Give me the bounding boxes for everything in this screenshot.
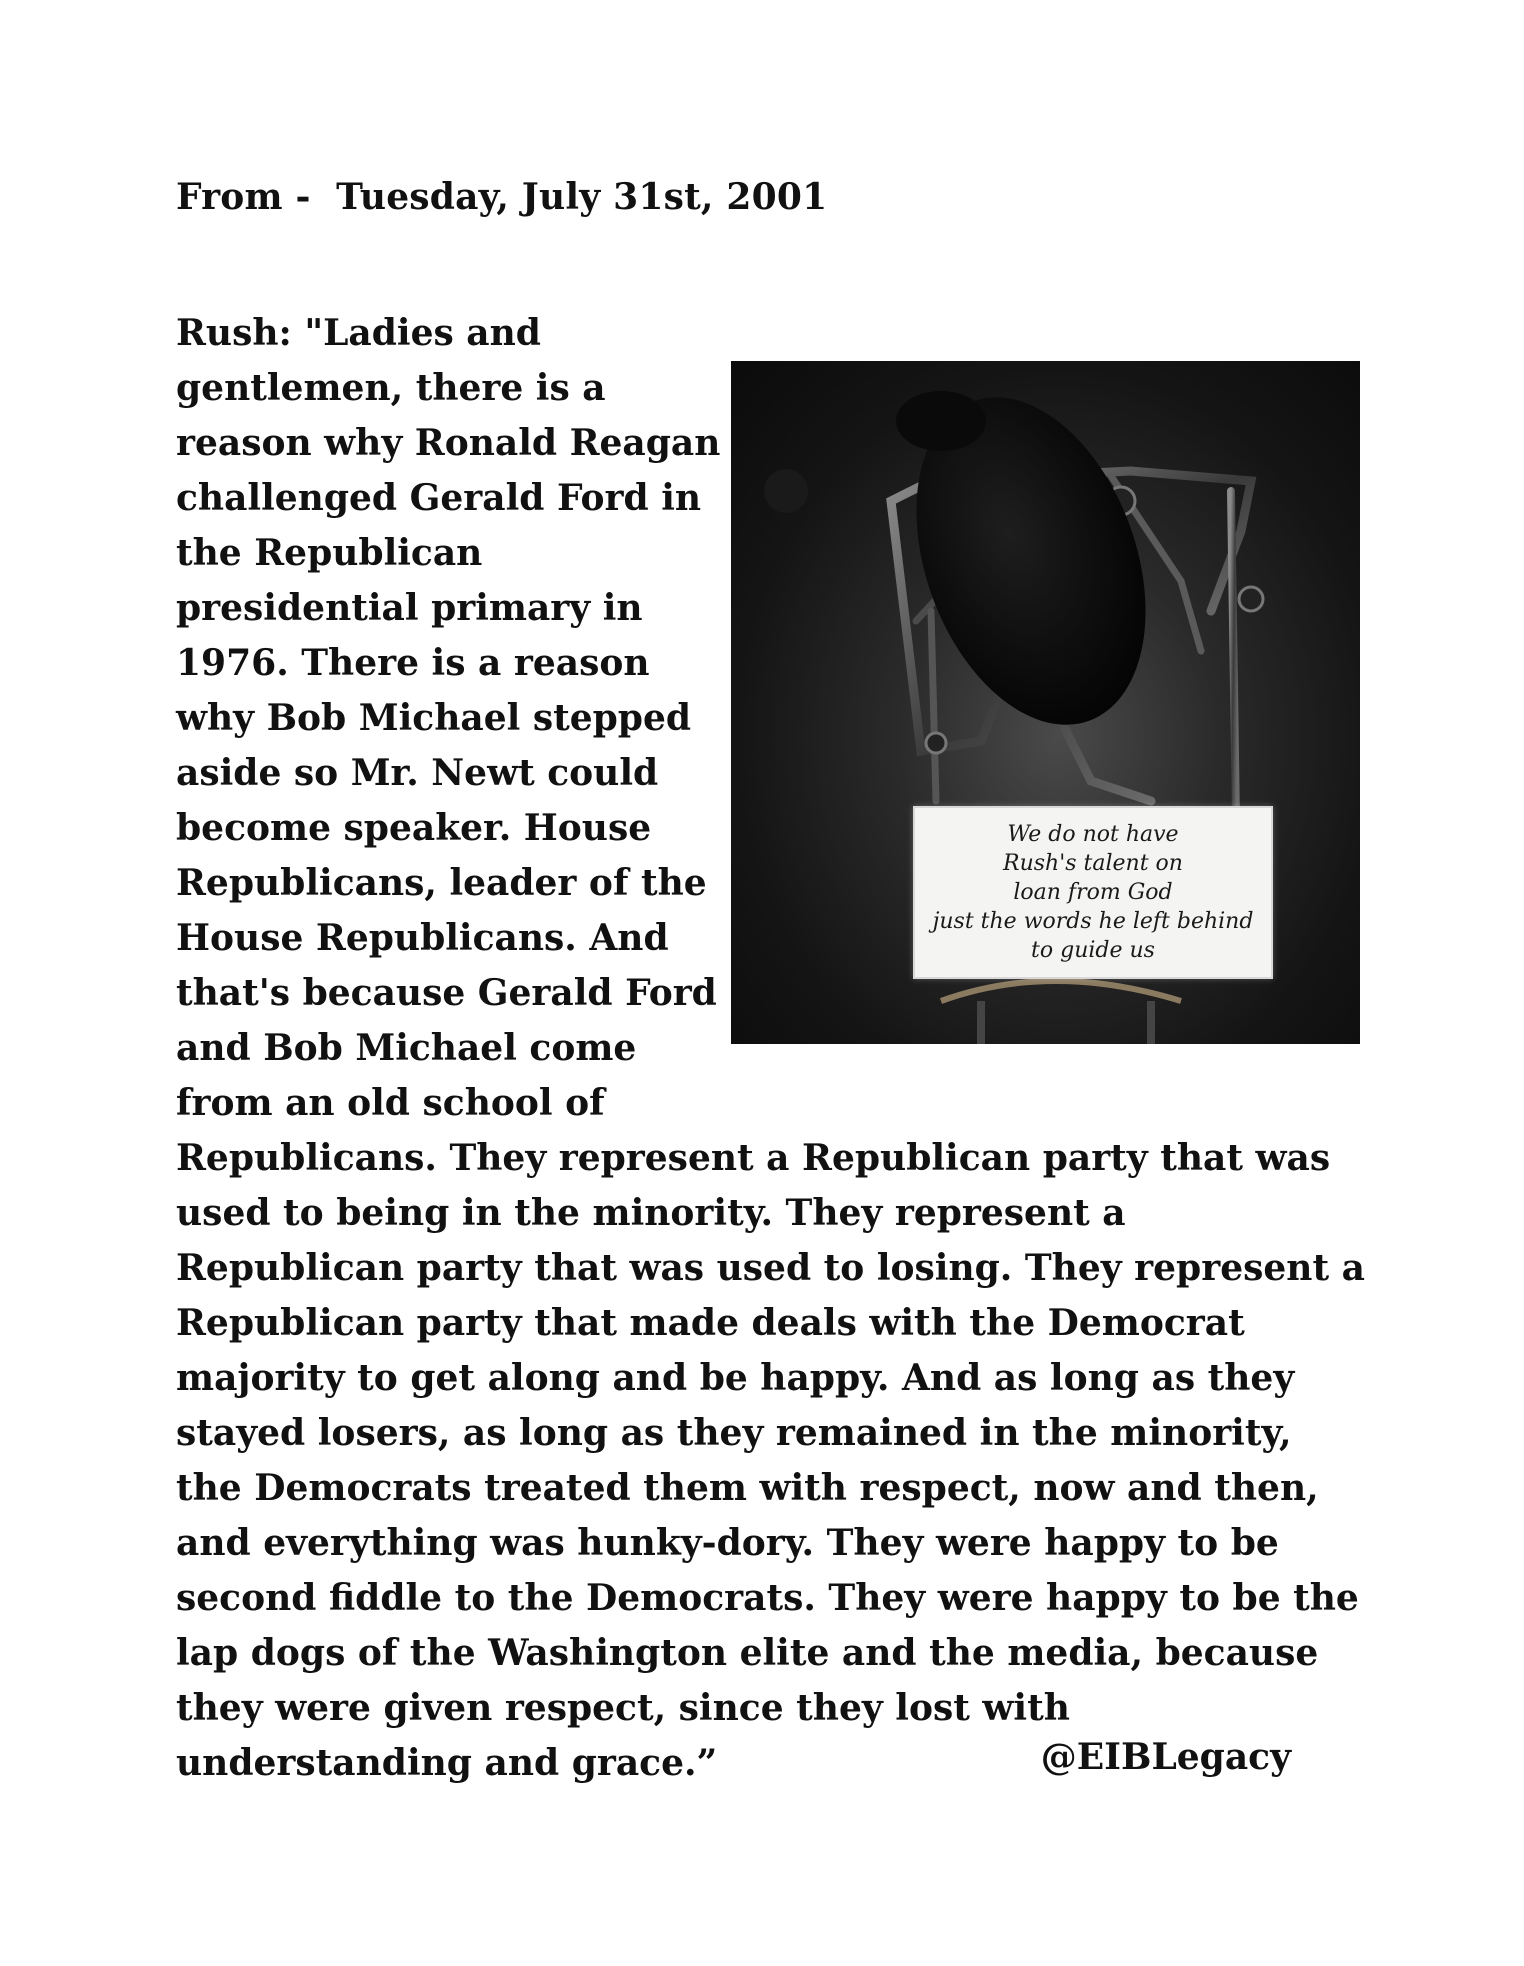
social-handle: @EIBLegacy bbox=[1040, 1736, 1291, 1778]
sign-line: to guide us bbox=[1031, 938, 1155, 963]
quote-paragraph: Rush: "Ladies and gentlemen, there is a reason why Ronald Reagan challenged Gerald Ford in the Republican presidential primary in 1976. There is a reason why Bob Michael stepped aside so Mr. Newt could become speaker. House Republicans, leader of the House Republicans. And that's because Gerald Ford and Bob Michael come from an old school of Republicans. They represent a Republican party that was used to being in the minority. They represent a Republican party that was used to losing. They represent a Republican party that made deals with the Democrat majority to get along and be happy. And as long as they stayed losers, as long as they remained in the minority, the Democrats treated them with respect, now and then, and everything was hunky-dory. They were happy to be second fiddle to the Democrats. They were happy to be the lap dogs of the Washington elite and the media, because they were given respect, since they lost with understanding and grace.” bbox=[176, 312, 1365, 1784]
sign-line: Rush's talent on bbox=[1003, 851, 1183, 876]
sign-line: We do not have bbox=[1007, 822, 1179, 847]
sign-line: loan from God bbox=[1013, 880, 1173, 905]
memorial-sign bbox=[913, 806, 1273, 979]
sign-line: just the words he left behind bbox=[932, 909, 1254, 934]
date-line: From - Tuesday, July 31st, 2001 bbox=[176, 176, 828, 218]
microphone-photo bbox=[731, 361, 1360, 1044]
